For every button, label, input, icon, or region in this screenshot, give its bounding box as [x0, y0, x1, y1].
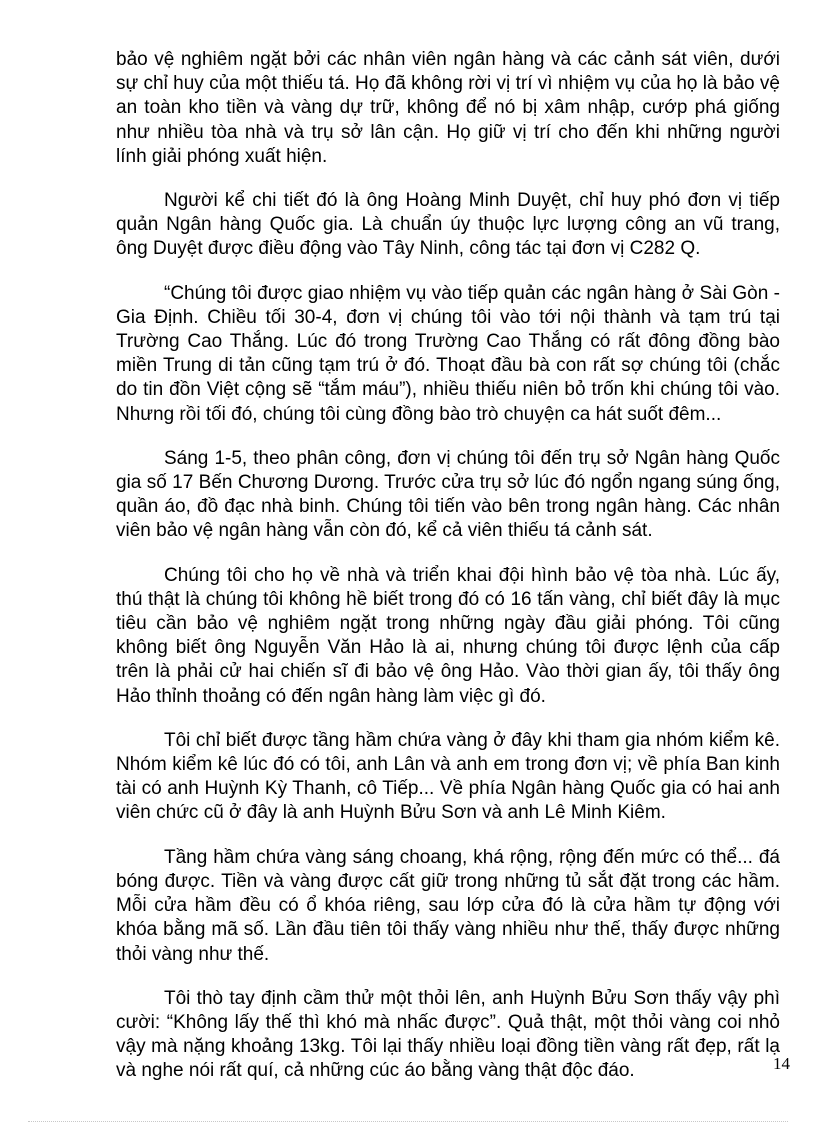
footer-divider — [28, 1121, 788, 1122]
paragraph-3: “Chúng tôi được giao nhiệm vụ vào tiếp quản các ngân hàng ở Sài Gòn - Gia Định. Chiều tối 30-4, đơn vị chúng tôi vào tới nội thành và tạm trú tại Trường Cao Thắng. Lúc đó trong Trường Cao Thắng có rất đông đồng bào miền Trung di tản cũng tạm trú ở đó. Thoạt đầu bà con rất sợ chúng tôi (chắc do tin đồn Việt cộng sẽ “tắm máu”), nhiều thiếu niên bỏ trốn khi chúng tôi vào. Nhưng rồi tối đó, chúng tôi cùng đồng bào trò chuyện ca hát suốt đêm... — [116, 282, 780, 425]
body-text — [116, 48, 780, 1104]
paragraph-6: Tôi chỉ biết được tầng hầm chứa vàng ở đây khi tham gia nhóm kiểm kê. Nhóm kiểm kê lúc đó có tôi, anh Lân và anh em trong đơn vị; về phía Ban kinh tài có anh Huỳnh Kỳ Thanh, cô Tiếp... Về phía Ngân hàng Quốc gia có hai anh viên chức cũ ở đây là anh Huỳnh Bửu Sơn và anh Lê Minh Kiêm. — [116, 729, 780, 824]
paragraph-1: bảo vệ nghiêm ngặt bởi các nhân viên ngân hàng và các cảnh sát viên, dưới sự chỉ huy của một thiếu tá. Họ đã không rời vị trí vì nhiệm vụ của họ là bảo vệ an toàn kho tiền và vàng dự trữ, không để nó bị xâm nhập, cướp phá giống như nhiều tòa nhà và trụ sở lân cận. Họ giữ vị trí cho đến khi những người lính giải phóng xuất hiện. — [116, 49, 780, 167]
paragraph-7: Tầng hầm chứa vàng sáng choang, khá rộng, rộng đến mức có thể... đá bóng được. Tiền và vàng được cất giữ trong những tủ sắt đặt trong các hầm. Mỗi cửa hầm đều có ổ khóa riêng, sau lớp cửa đó là cửa hầm tự động với khóa bằng mã số. Lần đầu tiên tôi thấy vàng nhiều như thế, thấy được những thỏi vàng như thế. — [116, 846, 780, 965]
paragraph-4: Sáng 1-5, theo phân công, đơn vị chúng tôi đến trụ sở Ngân hàng Quốc gia số 17 Bến Chương Dương. Trước cửa trụ sở lúc đó ngổn ngang súng ống, quần áo, đồ đạc nhà binh. Chúng tôi tiến vào bên trong ngân hàng. Các nhân viên bảo vệ ngân hàng vẫn còn đó, kể cả viên thiếu tá cảnh sát. — [116, 447, 780, 542]
paragraph-8: Tôi thò tay định cầm thử một thỏi lên, anh Huỳnh Bửu Sơn thấy vậy phì cười: “Không lấy thế thì khó mà nhấc được”. Quả thật, một thỏi vàng coi nhỏ vậy mà nặng khoảng 13kg. Tôi lại thấy nhiều loại đồng tiền vàng rất đẹp, rất lạ và nghe nói rất quí, cả những cúc áo bằng vàng thật độc đáo. — [116, 987, 780, 1082]
page-number: 14 — [773, 1054, 790, 1073]
paragraph-2: Người kể chi tiết đó là ông Hoàng Minh Duyệt, chỉ huy phó đơn vị tiếp quản Ngân hàng Quốc gia. Là chuẩn úy thuộc lực lượng công an vũ trang, ông Duyệt được điều động vào Tây Ninh, công tác tại đơn vị C282 Q. — [116, 190, 780, 260]
paragraph-5: Chúng tôi cho họ về nhà và triển khai đội hình bảo vệ tòa nhà. Lúc ấy, thú thật là chúng tôi không hề biết trong đó có 16 tấn vàng, chỉ biết đây là mục tiêu cần bảo vệ nghiêm ngặt trong những ngày đầu giải phóng. Tôi cũng không biết ông Nguyễn Văn Hảo là ai, nhưng chúng tôi được lệnh của cấp trên là phải cử hai chiến sĩ đi bảo vệ ông Hảo. Vào thời gian ấy, tôi thấy ông Hảo thỉnh thoảng có đến ngân hàng làm việc gì đó. — [116, 564, 780, 707]
